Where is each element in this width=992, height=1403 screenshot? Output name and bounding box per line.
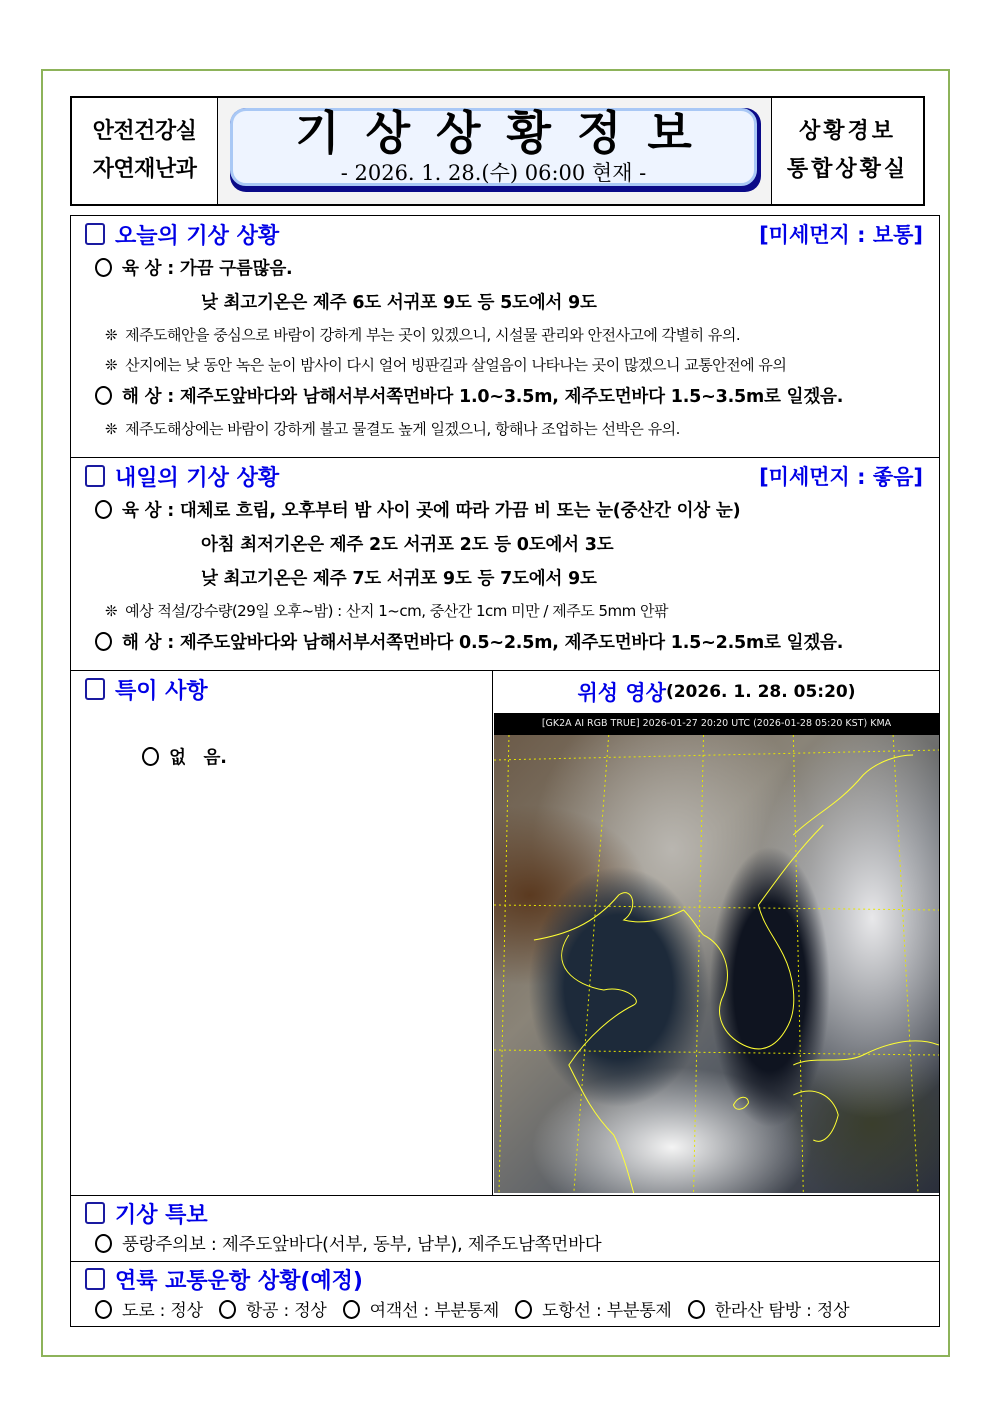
traffic-hallasan [688, 1296, 850, 1326]
circle-bullet-icon [95, 500, 112, 519]
satellite-title [494, 671, 939, 713]
sea-label: 해 상 : [122, 633, 174, 653]
note-text: 예상 적설/강수량(29일 오후~밤) : 산지 1~cm, 중산간 1cm 미만 / 제주도 5mm 안팎 [125, 602, 668, 620]
circle-bullet-icon [95, 1234, 112, 1253]
tomorrow-sea-text: 제주도앞바다와 남해서부서쪽먼바다 0.5~2.5m, 제주도먼바다 1.5~2.5m로 일겠음. [179, 633, 844, 653]
circle-bullet-icon [343, 1300, 360, 1319]
section-tomorrow-weather [71, 458, 939, 671]
asterisk-icon: ❊ [105, 602, 118, 620]
traffic-items [71, 1296, 939, 1326]
checkbox-icon [85, 1202, 105, 1224]
title-box-shadow [230, 108, 761, 192]
section-title [85, 674, 208, 705]
report-header [70, 96, 925, 206]
checkbox-icon [85, 465, 105, 487]
tomorrow-title: 내일의 기상 상황 [115, 465, 280, 491]
section-traffic-status [71, 1262, 939, 1328]
today-land-line [71, 252, 939, 286]
satellite-image [494, 735, 939, 1193]
traffic-ferry-text: 여객선 : 부분통제 [369, 1301, 500, 1321]
section-special-satellite [71, 671, 939, 1196]
traffic-hallasan-text: 한라산 탐방 : 정상 [714, 1301, 850, 1321]
title-area [218, 98, 771, 204]
traffic-road [95, 1296, 203, 1326]
land-label: 육 상 : [122, 501, 174, 521]
issuing-department [72, 98, 218, 204]
today-temp-line: 낮 최고기온은 제주 6도 서귀포 9도 등 5도에서 9도 [201, 293, 597, 313]
page-title: 기상상황정보 [295, 106, 718, 160]
circle-bullet-icon [95, 386, 112, 405]
warning-item [71, 1230, 939, 1260]
traffic-island-ferry-text: 도항선 : 부분통제 [542, 1301, 672, 1321]
situation-line-2: 통합상황실 [786, 157, 909, 182]
tomorrow-land-line [71, 494, 939, 528]
today-land-text: 가끔 구름많음. [179, 259, 293, 279]
warning-text: 풍랑주의보 : 제주도앞바다(서부, 동부, 남부), 제주도남쪽먼바다 [122, 1235, 602, 1255]
checkbox-icon [85, 1268, 105, 1290]
today-sea-text: 제주도앞바다와 남해서부서쪽먼바다 1.0~3.5m, 제주도먼바다 1.5~3.5m로 일겠음. [179, 387, 844, 407]
section-title [85, 1264, 363, 1295]
section-header [71, 1262, 939, 1296]
today-note-2 [71, 350, 939, 380]
tomorrow-max-temp: 낮 최고기온은 제주 7도 서귀포 9도 등 7도에서 9도 [201, 569, 597, 589]
today-sea-line [71, 380, 939, 414]
traffic-road-text: 도로 : 정상 [122, 1301, 203, 1321]
coastline-grid-overlay [494, 735, 939, 1193]
tomorrow-precip-note [71, 596, 939, 626]
satellite-panel [494, 671, 939, 1195]
checkbox-icon [85, 223, 105, 245]
circle-bullet-icon [219, 1300, 236, 1319]
tomorrow-land-text: 대체로 흐림, 오후부터 밤 사이 곳에 따라 가끔 비 또는 눈(중산간 이상 눈) [179, 501, 741, 521]
note-text: 제주도해상에는 바람이 강하게 불고 물결도 높게 일겠으니, 항해나 조업하는 선박은 유의. [125, 420, 680, 438]
special-text: 없 음. [169, 748, 227, 768]
tomorrow-min-temp: 아침 최저기온은 제주 2도 서귀포 2도 등 0도에서 3도 [201, 535, 614, 555]
traffic-island-ferry [515, 1296, 672, 1326]
tomorrow-sea-line [71, 626, 939, 660]
sea-label: 해 상 : [122, 387, 174, 407]
situation-line-1: 상황경보 [798, 119, 896, 144]
section-title [85, 219, 279, 250]
department-line-1: 안전건강실 [92, 119, 197, 144]
special-title: 특이 사항 [115, 678, 208, 704]
circle-bullet-icon [95, 632, 112, 651]
note-text: 산지에는 낮 동안 녹은 눈이 밤사이 다시 얼어 빙판길과 살얼음이 나타나는 곳이 많겠으니 교통안전에 유의 [125, 356, 787, 374]
today-sea-note [71, 414, 939, 444]
section-weather-warning [71, 1196, 939, 1262]
circle-bullet-icon [95, 1300, 112, 1319]
fine-dust-tomorrow: [미세먼지 : 좋음] [759, 465, 923, 489]
satellite-time: (2026. 1. 28. 05:20) [665, 682, 856, 702]
section-title [85, 461, 279, 492]
fine-dust-today: [미세먼지 : 보통] [759, 223, 923, 247]
asterisk-icon: ❊ [105, 420, 118, 438]
circle-bullet-icon [95, 258, 112, 277]
traffic-ferry [343, 1296, 500, 1326]
traffic-title: 연륙 교통운항 상황(예정) [115, 1268, 363, 1294]
asterisk-icon: ❊ [105, 356, 118, 374]
title-box [230, 108, 757, 186]
situation-room [771, 98, 923, 204]
checkbox-icon [85, 678, 105, 700]
section-header [71, 671, 492, 707]
section-header [71, 216, 939, 252]
special-notes [71, 671, 493, 1195]
report-body [70, 215, 940, 1327]
land-label: 육 상 : [122, 259, 174, 279]
department-line-2: 자연재난과 [92, 157, 197, 182]
section-header [71, 458, 939, 494]
section-today-weather [71, 216, 939, 458]
today-title: 오늘의 기상 상황 [115, 223, 280, 249]
report-datetime: - 2026. 1. 28.(수) 06:00 현재 - [340, 161, 647, 185]
satellite-heading: 위성 영상 [577, 681, 666, 705]
asterisk-icon: ❊ [105, 326, 118, 344]
section-title [85, 1198, 208, 1229]
circle-bullet-icon [142, 747, 159, 766]
traffic-air [219, 1296, 327, 1326]
satellite-caption: [GK2A AI RGB TRUE] 2026-01-27 20:20 UTC (2026-01-28 05:20 KST) KMA [494, 713, 939, 735]
circle-bullet-icon [688, 1300, 705, 1319]
note-text: 제주도해안을 중심으로 바람이 강하게 부는 곳이 있겠으니, 시설물 관리와 안전사고에 각별히 유의. [125, 326, 741, 344]
warning-title: 기상 특보 [115, 1202, 208, 1228]
traffic-air-text: 항공 : 정상 [245, 1301, 327, 1321]
today-note-1 [71, 320, 939, 350]
circle-bullet-icon [515, 1300, 532, 1319]
section-header [71, 1196, 939, 1230]
special-item [71, 707, 492, 809]
